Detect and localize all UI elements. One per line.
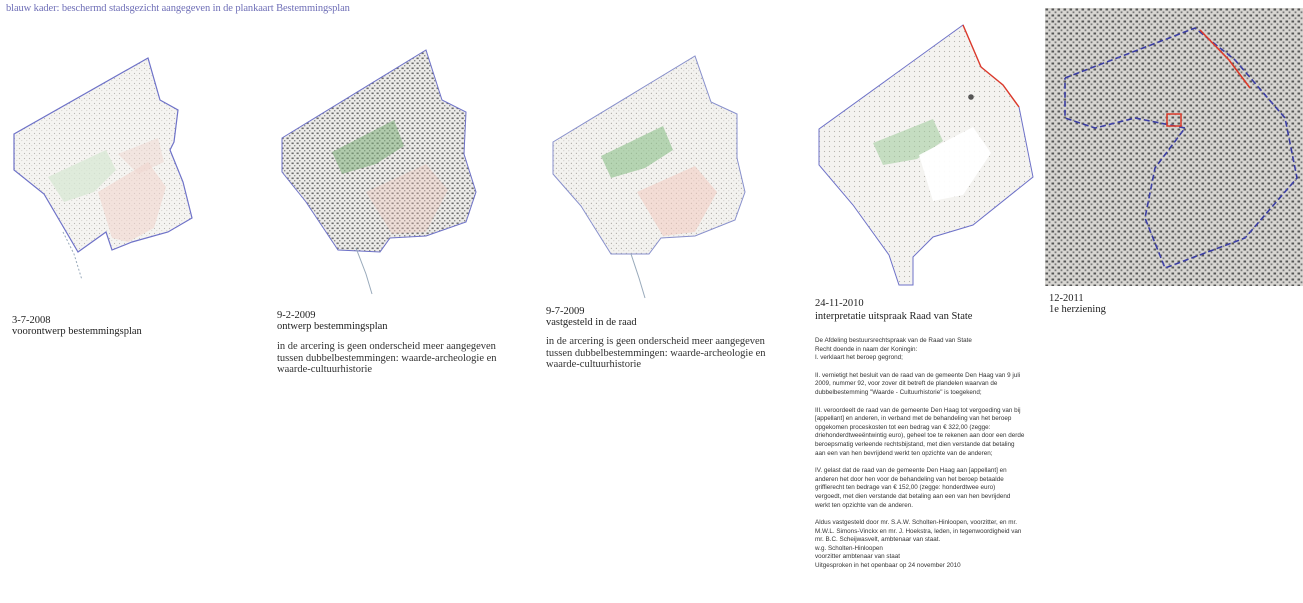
panel-5-date: 12-2011 [1049,293,1084,304]
panel-3-date: 9-7-2009 [546,306,585,317]
ruling-line: Recht doende in naam der Koningin: [815,345,918,353]
ruling-line: aan een van hen bevrijdend werkt ten opzichte van de anderen; [815,449,993,457]
ruling-line: Aldus vastgesteld door mr. S.A.W. Scholten-Hinloopen, voorzitter, en mr. [815,519,1017,527]
ruling-line: anderen het door hen voor de behandeling van het beroep betaalde [815,475,1004,483]
ruling-line: driehonderdtweeëntwintig euro), geheel toe te rekenen aan door een derde [815,432,1025,440]
plan-map-1-graphic [8,42,240,302]
panel-2-title: ontwerp bestemmingsplan [277,321,388,332]
ruling-line: w.g. Scholten-Hinloopen [815,544,883,552]
plan-map-3 [545,42,777,302]
panel-4-date: 24-11-2010 [815,298,864,309]
ruling-line: I. verklaart het beroep gegrond; [815,354,903,362]
ruling-closing [815,519,1055,571]
ruling-line: voorzitter ambtenaar van staat [815,553,901,561]
panel-4-title: interpretatie uitspraak Raad van State [815,311,973,322]
plan-map-2 [276,42,508,302]
panel-1-title: voorontwerp bestemmingsplan [12,326,142,337]
ruling-paragraph-3 [815,407,1055,459]
ruling-line: werkt ten opzichte van de anderen. [815,501,914,509]
panel-2-date: 9-2-2009 [277,310,316,321]
plan-map-4-graphic [813,15,1035,287]
ruling-line: [appellant] en anderen, in verband met de behandeling van het beroep [815,415,1012,423]
legend-note: blauw kader: beschermd stadsgezicht aangegeven in de plankaart Bestemmingsplan [6,3,350,14]
ruling-line: IV. gelast dat de raad van de gemeente Den Haag aan [appellant] en [815,467,1007,475]
ruling-line: M.W.L. Simons-Vinckx en mr. J. Hoekstra, leden, in tegenwoordigheid van [815,527,1022,535]
ruling-line: II. vernietigt het besluit van de raad van de gemeente Den Haag van 9 juli [815,371,1021,379]
ruling-line: dubbelbestemming "Waarde - Cultuurhistorie" is toegekend; [815,388,982,396]
panel-2-note: in de arcering is geen onderscheid meer aangegeven tussen dubbelbestemmingen: waarde-archeologie en waarde-cultuurhistorie [277,341,497,375]
plan-map-1 [8,42,240,302]
council-of-state-ruling [815,337,1055,571]
ruling-line: Uitgesproken in het openbaar op 24 november 2010 [815,562,961,570]
plan-map-5-graphic [1045,8,1303,286]
ruling-line: vergoedt, met dien verstande dat betaling aan een van hen bevrijdend [815,492,1011,500]
plan-map-3-graphic [545,42,777,302]
plan-map-2-graphic [276,42,508,302]
ruling-line: De Afdeling bestuursrechtspraak van de Raad van State [815,337,972,344]
ruling-line: beroepsmatig verleende rechtsbijstand, met dien verstande dat betaling [815,440,1015,448]
panel-3-title: vastgesteld in de raad [546,317,637,328]
plan-map-5 [1045,8,1303,286]
panel-1-date: 3-7-2008 [12,315,51,326]
plan-map-4 [813,15,1035,287]
ruling-line: opgekomen proceskosten tot een bedrag van € 322,00 (zegge: [815,423,991,431]
ruling-paragraph-2 [815,372,1055,398]
ruling-paragraph-4 [815,467,1055,510]
ruling-line: mr. B.C. Scheijwasvelt, ambtenaar van staat. [815,536,941,544]
ruling-intro [815,337,1055,363]
panel-5-title: 1e herziening [1049,304,1106,315]
ruling-line: 2009, nummer 92, voor zover dit betreft de plandelen waarvan de [815,380,998,388]
panel-3-note: in de arcering is geen onderscheid meer aangegeven tussen dubbelbestemmingen: waarde-archeologie en waarde-cultuurhistorie [546,336,766,370]
ruling-line: griffierecht ten bedrage van € 152,00 (zegge: honderdtwee euro) [815,484,996,492]
ruling-line: III. veroordeelt de raad van de gemeente Den Haag tot vergoeding van bij [815,406,1021,414]
